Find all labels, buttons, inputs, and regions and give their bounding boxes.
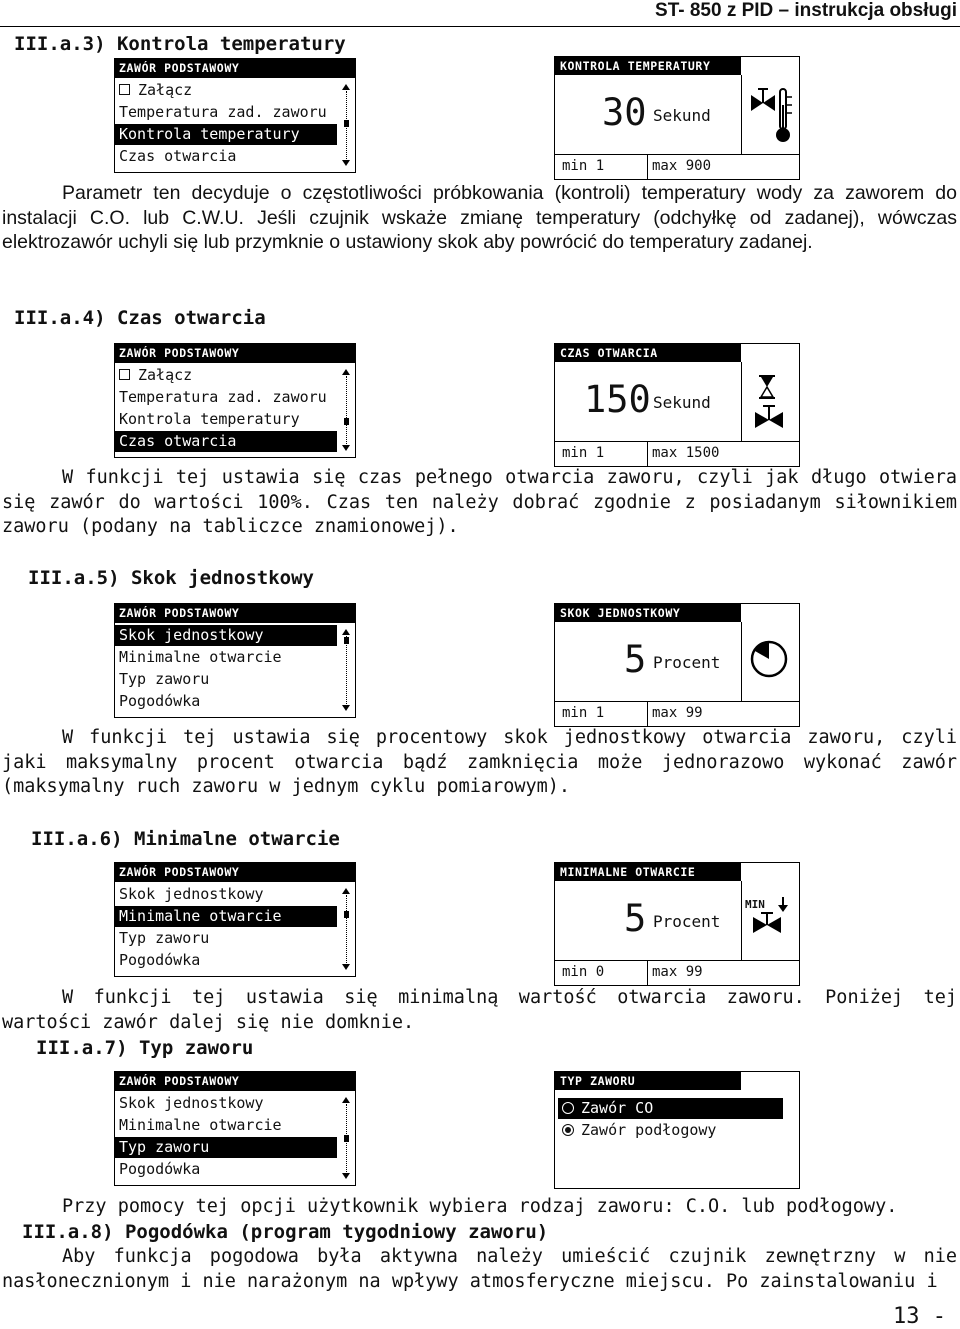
menu-item-selected[interactable]: Kontrola temperatury bbox=[115, 124, 337, 145]
scroll-up-icon bbox=[342, 84, 350, 90]
section-paragraph: W funkcji tej ustawia się czas pełnego otwarcia zaworu, czyli jak długo otwiera się zawór do wartości 100%. Czas ten należy dobrać zgodnie z posiadanym siłownikiem zaworu (podany na tabliczce znamionowej). bbox=[2, 467, 957, 538]
scroll-thumb bbox=[344, 418, 349, 425]
pie-step-icon bbox=[747, 632, 797, 694]
value-unit: Sekund bbox=[653, 393, 711, 412]
menu-item-selected[interactable]: Typ zaworu bbox=[115, 1137, 337, 1158]
scrollbar[interactable] bbox=[342, 369, 351, 451]
max-label: max 900 bbox=[652, 158, 712, 174]
menu-item[interactable]: Załącz bbox=[115, 365, 337, 386]
menu-item[interactable]: Czas otwarcia bbox=[119, 147, 237, 165]
screen-title: KONTROLA TEMPERATURY bbox=[555, 57, 741, 75]
scroll-down-icon bbox=[342, 705, 350, 711]
valve-thermometer-icon bbox=[747, 85, 797, 147]
value-unit: Procent bbox=[653, 912, 721, 931]
value-display: 5 bbox=[624, 638, 647, 681]
menu-item[interactable]: Temperatura zad. zaworu bbox=[119, 103, 327, 121]
value-display: 30 bbox=[602, 91, 647, 134]
radio-option-selected[interactable]: Zawór CO bbox=[558, 1098, 783, 1119]
max-label: max 99 bbox=[652, 705, 703, 721]
min-label: min 1 bbox=[562, 158, 605, 174]
section-heading: III.a.4) Czas otwarcia bbox=[14, 307, 266, 329]
menu-title: ZAWÓR PODSTAWOWY bbox=[115, 863, 355, 882]
menu-screen-skok bbox=[114, 603, 356, 718]
value-screen-skok bbox=[554, 603, 800, 727]
scroll-up-icon bbox=[342, 1097, 350, 1103]
scroll-thumb bbox=[344, 1135, 349, 1142]
value-display: 150 bbox=[584, 378, 651, 421]
section-paragraph: Parametr ten decyduje o częstotliwości próbkowania (kontroli) temperatury wody za zaworem do instalacji C.O. lub C.W.U. Jeśli czujnik wskaże zmianę temperatury (odchyłkę od zadanej), wówczas elektrozawór uchyli się lub przymknie o ustawiony skok aby powrócić do temperatury zadanej. bbox=[2, 182, 957, 254]
scroll-down-icon bbox=[342, 964, 350, 970]
section-heading: III.a.6) Minimalne otwarcie bbox=[31, 828, 340, 850]
value-unit: Sekund bbox=[653, 106, 711, 125]
page-number: 13 - bbox=[893, 1304, 946, 1329]
menu-item-selected[interactable]: Czas otwarcia bbox=[115, 431, 337, 452]
menu-item[interactable]: Załącz bbox=[115, 80, 337, 101]
scroll-up-icon bbox=[342, 888, 350, 894]
menu-title: ZAWÓR PODSTAWOWY bbox=[115, 344, 355, 363]
scrollbar[interactable] bbox=[342, 888, 351, 970]
min-label: min 1 bbox=[562, 445, 605, 461]
menu-screen-typ bbox=[114, 1071, 356, 1186]
menu-screen-czas bbox=[114, 343, 356, 458]
section-paragraph: W funkcji tej ustawia się minimalną wartość otwarcia zaworu. Poniżej tej wartości zawór dalej się nie domknie. bbox=[2, 987, 957, 1033]
scrollbar[interactable] bbox=[342, 84, 351, 166]
menu-item[interactable]: Temperatura zad. zaworu bbox=[119, 388, 327, 406]
screen-title: TYP ZAWORU bbox=[555, 1072, 741, 1090]
value-unit: Procent bbox=[653, 653, 721, 672]
menu-item-selected[interactable]: Minimalne otwarcie bbox=[115, 906, 337, 927]
menu-title: ZAWÓR PODSTAWOWY bbox=[115, 604, 355, 623]
checkbox-icon[interactable] bbox=[119, 84, 130, 95]
menu-item[interactable]: Minimalne otwarcie bbox=[119, 1116, 282, 1134]
menu-item[interactable]: Pogodówka bbox=[119, 692, 201, 710]
min-valve-icon bbox=[747, 891, 797, 953]
value-display: 5 bbox=[624, 897, 647, 940]
scrollbar[interactable] bbox=[342, 629, 351, 711]
max-label: max 99 bbox=[652, 964, 703, 980]
min-icon-label: MIN bbox=[745, 898, 765, 911]
menu-item[interactable]: Pogodówka bbox=[119, 1160, 201, 1178]
menu-title: ZAWÓR PODSTAWOWY bbox=[115, 1072, 355, 1091]
radio-screen-typ bbox=[554, 1071, 800, 1189]
checkbox-icon[interactable] bbox=[119, 369, 130, 380]
scroll-thumb bbox=[344, 637, 349, 644]
menu-item[interactable]: Kontrola temperatury bbox=[119, 410, 300, 428]
section-heading: III.a.5) Skok jednostkowy bbox=[28, 567, 314, 589]
value-screen-czas bbox=[554, 343, 800, 467]
menu-screen-kontrola bbox=[114, 58, 356, 173]
radio-checked-icon bbox=[562, 1124, 574, 1136]
menu-screen-minimalne bbox=[114, 862, 356, 977]
section-paragraph: Aby funkcja pogodowa była aktywna należy umieścić czujnik zewnętrzny w nie nasłonecznionym i nie narażonym na wpływy atmosferyczne miejscu. Po zainstalowaniu i bbox=[2, 1246, 957, 1292]
section-heading: III.a.7) Typ zaworu bbox=[36, 1037, 254, 1059]
scroll-thumb bbox=[344, 911, 349, 918]
scroll-up-icon bbox=[342, 629, 350, 635]
menu-item[interactable]: Typ zaworu bbox=[119, 929, 210, 947]
max-label: max 1500 bbox=[652, 445, 720, 461]
menu-title: ZAWÓR PODSTAWOWY bbox=[115, 59, 355, 78]
scroll-down-icon bbox=[342, 445, 350, 451]
scrollbar[interactable] bbox=[342, 1097, 351, 1179]
document-header: ST- 850 z PID – instrukcja obsługi bbox=[655, 0, 957, 21]
section-heading: III.a.8) Pogodówka (program tygodniowy zaworu) bbox=[22, 1221, 549, 1243]
menu-item[interactable]: Minimalne otwarcie bbox=[119, 648, 282, 666]
section-paragraph: Przy pomocy tej opcji użytkownik wybiera rodzaj zaworu: C.O. lub podłogowy. bbox=[62, 1196, 898, 1217]
value-screen-kontrola bbox=[554, 56, 800, 180]
menu-item[interactable]: Pogodówka bbox=[119, 951, 201, 969]
scroll-up-icon bbox=[342, 369, 350, 375]
screen-title: MINIMALNE OTWARCIE bbox=[555, 863, 741, 881]
section-paragraph: W funkcji tej ustawia się procentowy skok jednostkowy otwarcia zaworu, czyli jaki maksymalny procent otwarcia bądź zamknięcia może jednorazowo wykonać zawór (maksymalny ruch zaworu w jednym cyklu pomiarowym). bbox=[2, 727, 957, 798]
scroll-down-icon bbox=[342, 160, 350, 166]
scroll-thumb bbox=[344, 120, 349, 127]
hourglass-valve-icon bbox=[747, 372, 797, 434]
scroll-down-icon bbox=[342, 1173, 350, 1179]
menu-item[interactable]: Skok jednostkowy bbox=[119, 885, 264, 903]
menu-item[interactable]: Typ zaworu bbox=[119, 670, 210, 688]
radio-icon bbox=[562, 1102, 574, 1114]
screen-title: CZAS OTWARCIA bbox=[555, 344, 741, 362]
value-screen-minimalne bbox=[554, 862, 800, 986]
menu-item[interactable]: Skok jednostkowy bbox=[119, 1094, 264, 1112]
screen-title: SKOK JEDNOSTKOWY bbox=[555, 604, 741, 622]
header-rule bbox=[0, 26, 960, 27]
min-label: min 1 bbox=[562, 705, 605, 721]
radio-option[interactable]: Zawór podłogowy bbox=[558, 1120, 716, 1141]
min-label: min 0 bbox=[562, 964, 605, 980]
section-heading: III.a.3) Kontrola temperatury bbox=[14, 33, 346, 55]
menu-item-selected[interactable]: Skok jednostkowy bbox=[115, 625, 337, 646]
